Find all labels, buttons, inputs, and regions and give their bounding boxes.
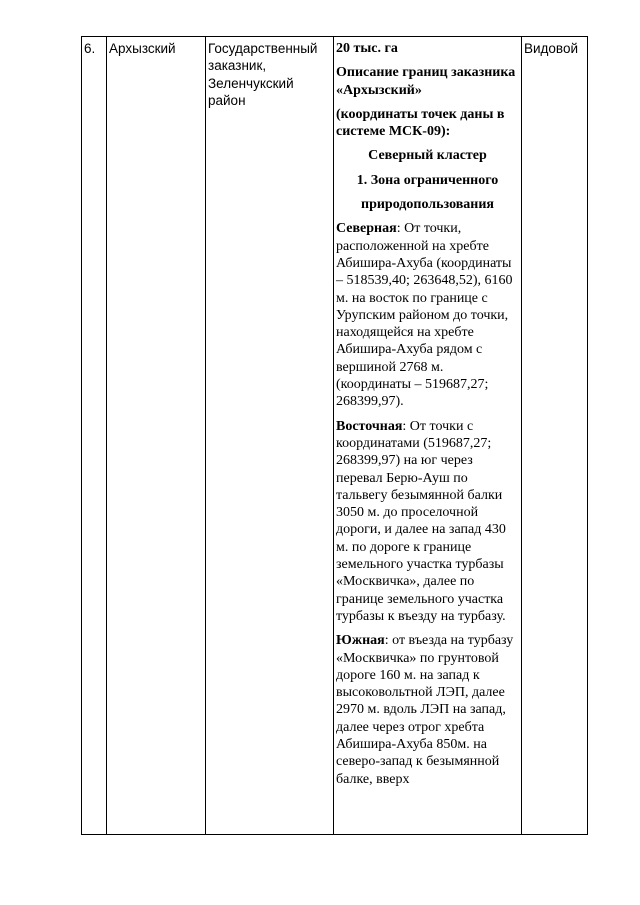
table-row [82, 37, 588, 835]
description-heading: Описание границ заказника «Архызский» [336, 65, 516, 98]
row-number: 6. [82, 37, 107, 835]
south-text: : от въезда на турбазу «Москвичка» по грунтовой дороге 160 м. на запад к высоковольтной ЛЭП, далее 2970 м. вдоль ЛЭП на запад, далее через отрог хребта Абишира-Ахуба 850м. на северо-запад к безымянной балке, вверх [336, 633, 514, 787]
north-label: Северная [336, 221, 397, 237]
zone-title-line2: природопользования [361, 197, 494, 213]
south-boundary [336, 632, 519, 788]
east-label: Восточная [336, 418, 403, 434]
south-label: Южная [336, 633, 385, 649]
boundary-description [334, 37, 522, 835]
type-line: Зеленчукский [208, 75, 294, 91]
reserves-table [81, 36, 588, 835]
reserve-type [206, 37, 334, 835]
zone-title-line1: 1. Зона ограниченного [356, 172, 499, 188]
reserve-area: 20 тыс. га [336, 41, 398, 56]
reserve-name: Архызский [107, 37, 206, 835]
north-boundary [336, 220, 519, 410]
type-line: район [208, 92, 246, 108]
east-text: : От точки с координатами (519687,27; 268399,97) на юг через перевал Берю-Ауш по тальвегу безымянной балки 3050 м. до проселочной дороги, и далее на запад 430 м. по дороге к границе земельного участка турбазы «Москвичка», далее по границе земельного участка турбазы к въезду на турбазу. [336, 418, 506, 624]
cluster-title: Северный кластер [368, 148, 487, 164]
significance-profile: Видовой [522, 37, 588, 835]
type-line: заказник, [208, 58, 267, 74]
coordinates-note: (координаты точек даны в системе МСК-09): [336, 106, 505, 140]
north-text: : От точки, расположенной на хребте Абишира-Ахуба (координаты – 518539,40; 263648,52), 6160 м. на восток по границе с Урупским районом до точки, находящейся на хребте Абишира-Ахуба рядом с вершиной 2768 м. (координаты – 519687,27; 268399,97). [336, 221, 513, 410]
east-boundary [336, 418, 519, 626]
type-line: Государственный [208, 41, 318, 56]
